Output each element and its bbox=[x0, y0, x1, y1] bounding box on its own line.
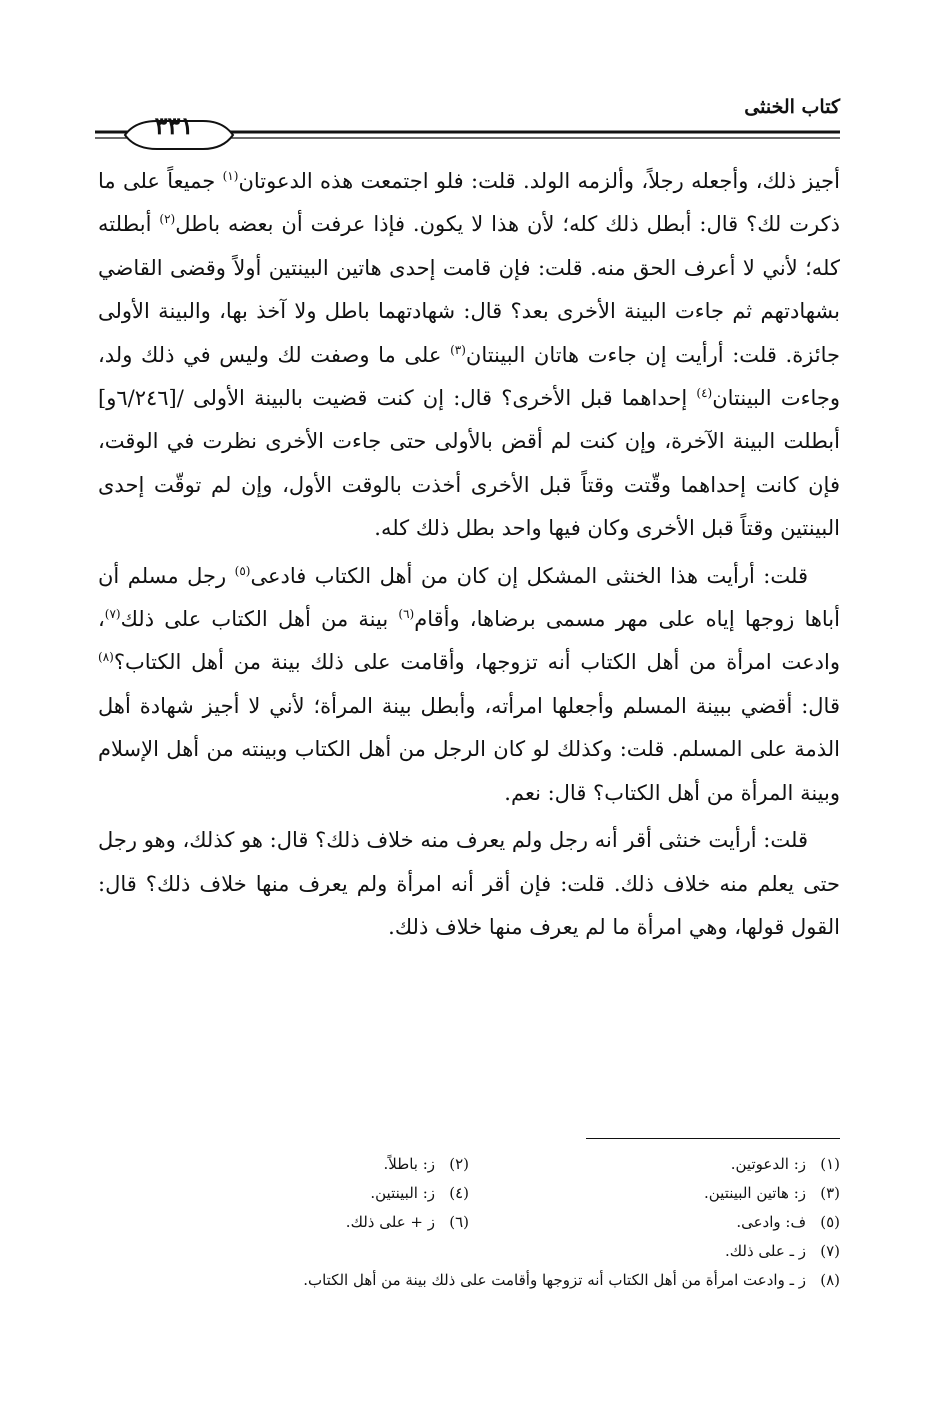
footnote-8 bbox=[98, 1266, 840, 1295]
footnote-6 bbox=[98, 1208, 469, 1237]
footnote-text: ز: البينتين. bbox=[370, 1184, 435, 1202]
text-run: قلت: أرأيت هذا الخنثى المشكل إن كان من أهل الكتاب فادعى bbox=[250, 563, 808, 588]
footnote-3 bbox=[469, 1179, 840, 1208]
footnote-1 bbox=[469, 1150, 840, 1179]
footnote-ref-6[interactable]: (٦) bbox=[398, 607, 415, 622]
footnote-row bbox=[98, 1237, 840, 1266]
paragraph-2 bbox=[98, 555, 840, 815]
footnote-text: ز + على ذلك. bbox=[345, 1213, 435, 1231]
running-title: كتاب الخنثى bbox=[744, 96, 840, 118]
footnote-row bbox=[98, 1266, 840, 1295]
text-run: ، وادعت امرأة من أهل الكتاب أنه تزوجها، وأقامت على ذلك بينة من أهل الكتاب؟ bbox=[98, 607, 840, 675]
footnote-ref-7[interactable]: (٧) bbox=[104, 607, 121, 622]
text-run: قال: أقضي ببينة المسلم وأجعلها امرأته، وأبطل بينة المرأة؛ لأني لا أجيز شهادة أهل الذمة على المسلم. قلت: وكذلك لو كان الرجل من أهل الكتاب وبينته من أهل الإسلام وبينة المرأة من أهل الكتاب؟ قال: نعم. bbox=[98, 693, 840, 805]
footnote-separator bbox=[586, 1138, 840, 1139]
paragraph-3: قلت: أرأيت خنثى أقر أنه رجل ولم يعرف منه خلاف ذلك؟ قال: هو كذلك، وهو رجل حتى يعلم منه خلاف ذلك. قلت: فإن أقر أنه امرأة ولم يعرف منها خلاف ذلك؟ قال: القول قولها، وهي امرأة ما لم يعرف منها خلاف ذلك. bbox=[98, 828, 840, 939]
text-run: على ما وصفت لك وليس في ذلك ولد، وجاءت البينتان bbox=[98, 342, 840, 411]
footnote-number: (٢) bbox=[449, 1155, 469, 1173]
text-run: أبطلته كله؛ لأني لا أعرف الحق منه. قلت: فإن قامت إحدى هاتين البينتين أولاً وقضى القاضي بشهادتهم ثم جاءت البينة الأخرى بعد؟ قال: شهادتهما باطل ولا آخذ بها، والبينة الأولى جائزة. قلت: أرأيت إن جاءت هاتان البينتان bbox=[98, 212, 841, 367]
footnotes bbox=[98, 1150, 840, 1295]
text-run: إحداهما قبل الأخرى؟ قال: إن كنت قضيت بالبينة الأولى /[٦/٢٤٦و] أبطلت البينة الآخرة، وإن كنت لم أقض بالأولى حتى جاءت الأخرى نظرت في الوقت، فإن كانت إحداهما وقّتت وقتاً قبل الأخرى أخذت بالوقت الأول، وإن لم توقّت إحدى البينتين وقتاً قبل الأخرى وكان فيها واحد بطل ذلك كله. bbox=[98, 386, 840, 541]
paragraph-1 bbox=[98, 160, 840, 551]
footnote-ref-1[interactable]: (١) bbox=[222, 169, 239, 183]
footnote-7 bbox=[469, 1237, 840, 1266]
footnote-number: (٣) bbox=[820, 1184, 840, 1202]
footnote-row bbox=[98, 1179, 840, 1208]
footnote-ref-8[interactable]: (٨) bbox=[98, 650, 114, 665]
footnote-ref-2[interactable]: (٢) bbox=[159, 212, 176, 227]
footnote-number: (٨) bbox=[820, 1271, 840, 1289]
text-run: جميعاً على ما ذكرت لك؟ قال: أبطل ذلك كله؛ لأن هذا لا يكون. فإذا عرفت أن بعضه باطل bbox=[98, 169, 840, 237]
footnote-5 bbox=[469, 1208, 840, 1237]
footnote-ref-3[interactable]: (٣) bbox=[450, 342, 466, 357]
footnote-number: (٤) bbox=[449, 1184, 469, 1202]
footnote-text: ف: وادعى. bbox=[736, 1213, 806, 1231]
main-text bbox=[98, 160, 840, 949]
text-run: رجل مسلم أن أباها زوجها إياه على مهر مسمى برضاها، وأقام bbox=[98, 563, 840, 632]
text-run: أجيز ذلك، وأجعله رجلاً، وألزمه الولد. قلت: فلو اجتمعت هذه الدعوتان bbox=[238, 169, 840, 193]
footnote-text: ز ـ على ذلك. bbox=[724, 1242, 806, 1260]
footnote-row bbox=[98, 1208, 840, 1237]
footnote-ref-4[interactable]: (٤) bbox=[696, 386, 713, 401]
footnote-number: (١) bbox=[820, 1155, 840, 1173]
footnote-text: ز: باطلاً. bbox=[383, 1155, 435, 1173]
footnote-text: ز: الدعوتين. bbox=[730, 1155, 806, 1173]
footnote-2 bbox=[98, 1150, 469, 1179]
footnote-row bbox=[98, 1150, 840, 1179]
footnote-number: (٧) bbox=[820, 1242, 840, 1260]
footnote-text: ز ـ وادعت امرأة من أهل الكتاب أنه تزوجها وأقامت على ذلك بينة من أهل الكتاب. bbox=[303, 1271, 806, 1289]
footnote-text: ز: هاتين البينتين. bbox=[704, 1184, 806, 1202]
footnote-number: (٥) bbox=[820, 1213, 840, 1231]
footnote-number: (٦) bbox=[449, 1213, 469, 1231]
page-number: ٣٣١ bbox=[154, 111, 194, 140]
text-run: بينة من أهل الكتاب على ذلك bbox=[120, 607, 399, 632]
footnote-ref-5[interactable]: (٥) bbox=[234, 563, 251, 578]
footnote-4 bbox=[98, 1179, 469, 1208]
